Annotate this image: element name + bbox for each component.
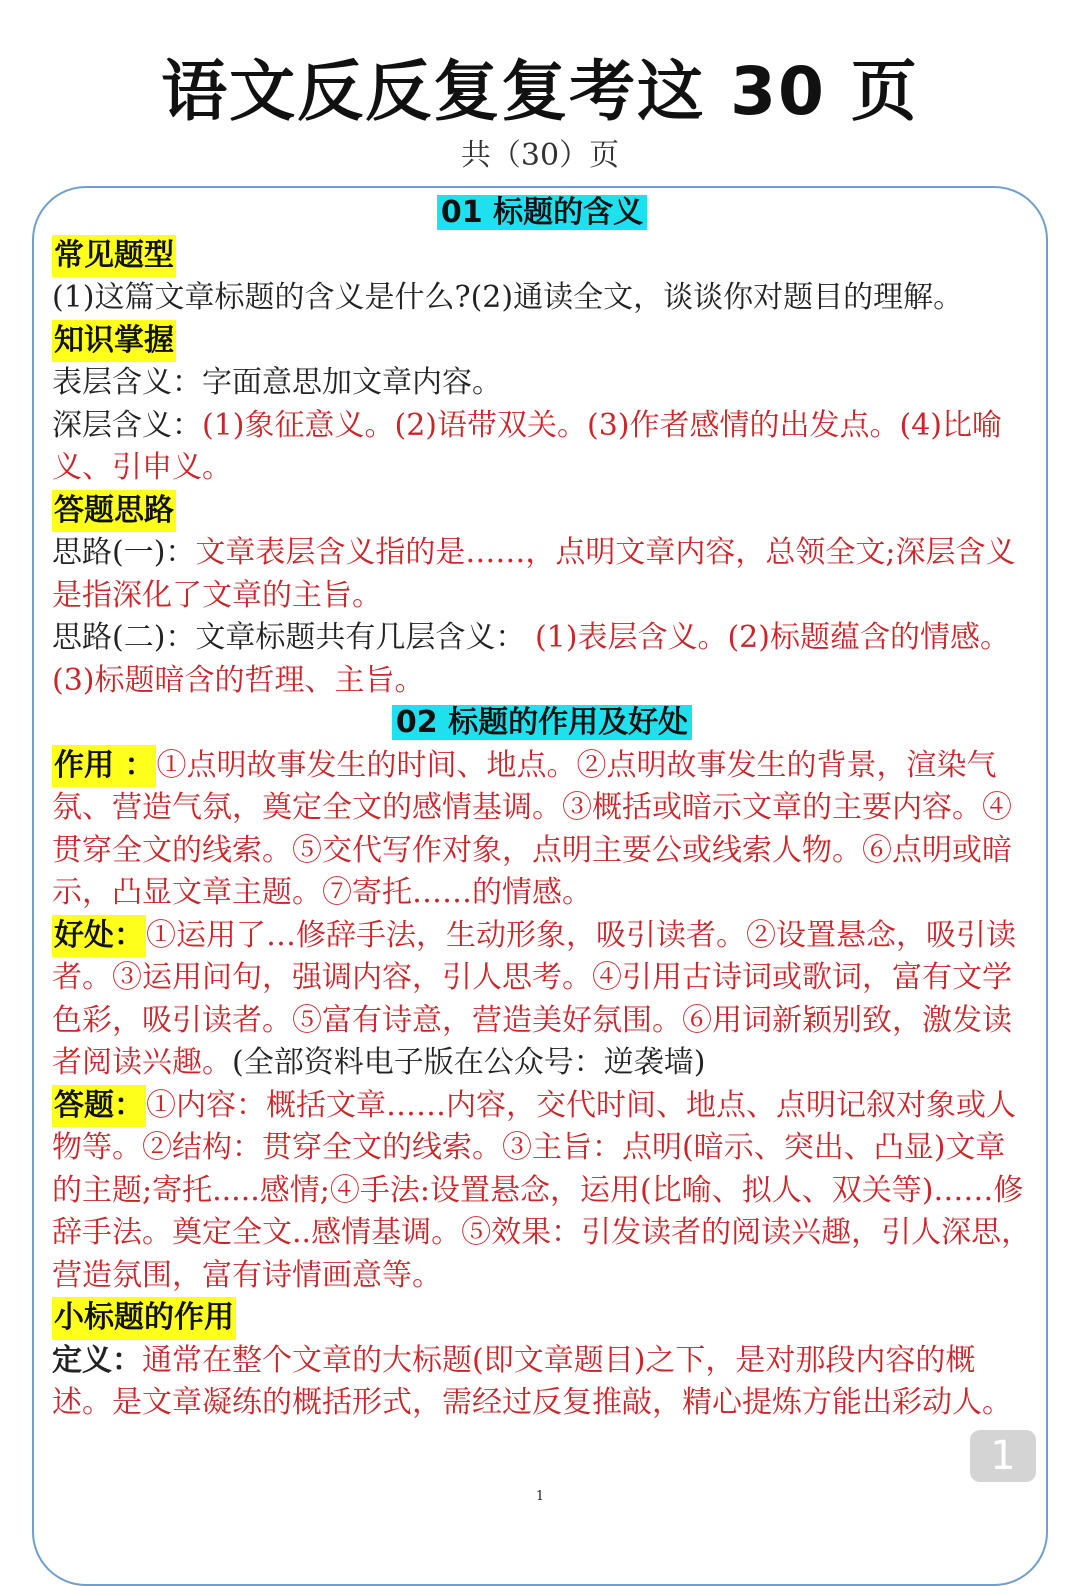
label-knowledge: 知识掌握 — [52, 320, 176, 363]
deep-meaning — [52, 405, 1032, 490]
answer-paragraph — [52, 1085, 1032, 1298]
def-text: 通常在整个文章的大标题(即文章题目)之下，是对那段内容的概述。是文章凝练的概括形式，需经过反复推敲，精心提炼方能出彩动人。 — [52, 1342, 1012, 1420]
surface-meaning — [52, 362, 1032, 405]
label-row — [52, 490, 1032, 533]
label-row — [52, 235, 1032, 278]
def-label: 定义： — [52, 1342, 142, 1378]
definition-paragraph — [52, 1340, 1032, 1425]
section-heading-01 — [52, 192, 1032, 235]
deep-text: (1)象征意义。(2)语带双关。(3)作者感情的出发点。(4)比喻义、引申义。 — [52, 407, 1002, 485]
section-heading-02-text: 02 标题的作用及好处 — [392, 705, 692, 740]
question-types-text: (1)这篇文章标题的含义是什么?(2)通读全文，谈谈你对题目的理解。 — [52, 280, 964, 315]
section-heading-01-text: 01 标题的含义 — [437, 195, 647, 230]
benefit-note: (全部资料电子版在公众号：逆袭墙) — [232, 1045, 706, 1080]
page-badge: 1 — [970, 1430, 1036, 1482]
label-function: 作用 ： — [52, 745, 156, 788]
label-subtitle-function: 小标题的作用 — [52, 1297, 236, 1340]
label-row — [52, 320, 1032, 363]
content — [52, 192, 1032, 1425]
idea2-label: 思路(二)：文章标题共有几层含义： — [52, 620, 526, 655]
surface-text: 字面意思加文章内容。 — [202, 365, 502, 400]
page-number: 1 — [535, 1489, 545, 1504]
surface-label: 表层含义： — [52, 365, 202, 400]
label-approach: 答题思路 — [52, 490, 176, 533]
idea2-text: (1)表层含义。(2)标题蕴含的情感。(3)标题暗含的哲理、主旨。 — [52, 620, 1010, 698]
label-question-types: 常见题型 — [52, 235, 176, 278]
idea1-label: 思路(一)： — [52, 535, 196, 570]
answer-text: ①内容：概括文章……内容，交代时间、地点、点明记叙对象或人物等。②结构：贯穿全文的线索。③主旨：点明(暗示、突出、凸显)文章的主题;寄托.....感情;④手法:设置悬念，运用(比喻、拟人、双关等)……修辞手法。奠定全文..感情基调。⑤效果：引发读者的阅读兴趣，引人深思，营造氛围，富有诗情画意等。 — [52, 1087, 1032, 1293]
benefit-paragraph — [52, 915, 1032, 1085]
label-benefit: 好处： — [52, 915, 146, 958]
benefit-text: ①运用了…修辞手法，生动形象，吸引读者。②设置悬念，吸引读者。③运用问句，强调内容，引人思考。④引用古诗词或歌词，富有文学色彩，吸引读者。⑤富有诗意，营造美好氛围。⑥用词新颖别致，激发读者阅读兴趣。 — [52, 917, 1016, 1080]
page-subtitle: 共（30）页 — [460, 138, 620, 173]
idea-two — [52, 617, 1032, 702]
section-heading-02 — [52, 702, 1032, 745]
page-title: 语文反反复复考这 30 页 — [161, 53, 919, 130]
label-row — [52, 1297, 1032, 1340]
idea-one — [52, 532, 1032, 617]
label-answer: 答题： — [52, 1085, 146, 1128]
function-paragraph — [52, 745, 1032, 915]
idea1-text: 文章表层含义指的是……，点明文章内容，总领全文;深层含义是指深化了文章的主旨。 — [52, 535, 1016, 613]
function-text: ①点明故事发生的时间、地点。②点明故事发生的背景，渲染气氛、营造气氛，奠定全文的感情基调。③概括或暗示文章的主要内容。④贯穿全文的线索。⑤交代写作对象，点明主要公或线索人物。⑥点明或暗示，凸显文章主题。⑦寄托……的情感。 — [52, 747, 1012, 910]
deep-label: 深层含义： — [52, 407, 202, 443]
